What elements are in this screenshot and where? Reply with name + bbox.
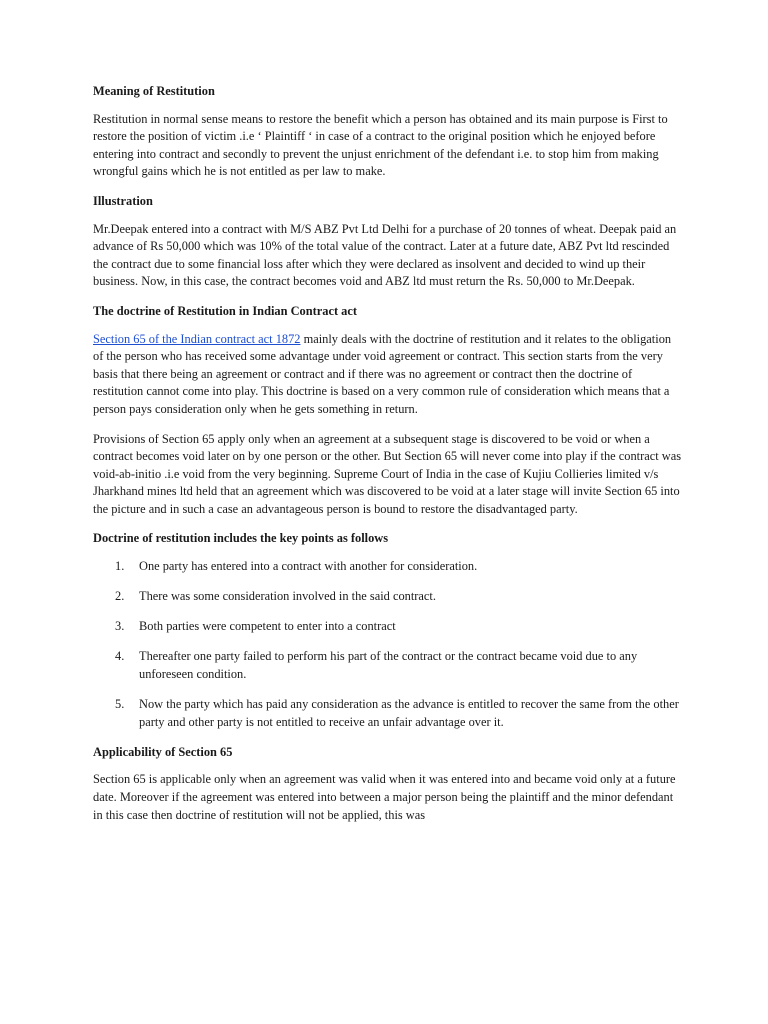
list-item-text: Both parties were competent to enter into a contract xyxy=(139,619,396,634)
list-item-number: 1. xyxy=(115,559,125,574)
list-item xyxy=(93,558,683,576)
list-item-text: One party has entered into a contract with another for consideration. xyxy=(139,559,478,574)
list-item-text: There was some consideration involved in the said contract. xyxy=(139,589,436,604)
heading-illustration: Illustration xyxy=(93,193,153,208)
heading-meaning-of-restitution: Meaning of Restitution xyxy=(93,84,215,98)
list-item-number: 5. xyxy=(115,697,125,712)
paragraph-applicability: Section 65 is applicable only when an agreement was valid when it was entered into and became void only at a future date. Moreover if the agreement was entered into between a major person being the plaintiff and the minor defendant in this case then doctrine of restitution will not be applied, this was xyxy=(93,772,676,822)
paragraph-doctrine-text: mainly deals with the doctrine of restitution and it relates to the obligation of the person who has received some advantage under void agreement or contract. This section starts from the very basis that there being an agreement or contract and if there was no agreement or contract then the doctrine of restitution cannot come into play. This doctrine is based on a very common rule of consideration which means that a person pays consideration only when he gets something in return. xyxy=(93,331,672,416)
key-points-list xyxy=(93,558,683,731)
list-item xyxy=(93,648,683,683)
list-item xyxy=(93,696,683,731)
list-item xyxy=(93,588,683,606)
heading-applicability-section-65: Applicability of Section 65 xyxy=(93,744,233,759)
list-item-number: 4. xyxy=(115,649,125,664)
heading-key-points: Doctrine of restitution includes the key points as follows xyxy=(93,531,389,546)
heading-doctrine-indian-contract-act: The doctrine of Restitution in Indian Contract act xyxy=(93,303,357,318)
list-item-number: 3. xyxy=(115,619,125,634)
list-item-number: 2. xyxy=(115,589,125,604)
paragraph-provisions-section-65: Provisions of Section 65 apply only when an agreement at a subsequent stage is discovered to be void or when a contract becomes void later on by one person or the other. But Section 65 will never come into play if the contract was void-ab-initio .i.e void from the very beginning. Supreme Court of India in the case of Kujiu Collieries limited v/s Jharkhand mines ltd held that an agreement which was discovered to be void at a later stage will invite Section 65 into the picture and in such a case an advantageous person is bound to restore the disadvantaged party. xyxy=(93,431,682,516)
paragraph-doctrine-section-65 xyxy=(93,331,683,419)
list-item-text: Thereafter one party failed to perform his part of the contract or the contract became void due to any unforeseen condition. xyxy=(139,649,638,681)
paragraph-meaning: Restitution in normal sense means to restore the benefit which a person has obtained and its main purpose is First to restore the position of victim .i.e ‘ Plaintiff ‘ in case of a contract to the original position which he enjoyed before entering into contract and secondly to prevent the unjust enrichment of the defendant i.e. to stop him from making wrongful gains which he is not entitled as per law to make. xyxy=(93,111,668,179)
document-page xyxy=(93,83,683,836)
paragraph-illustration: Mr.Deepak entered into a contract with M/S ABZ Pvt Ltd Delhi for a purchase of 20 tonnes of wheat. Deepak paid an advance of Rs 50,000 which was 10% of the total value of the contract. Later at a future date, ABZ Pvt ltd rescinded the contract due to some financial loss after which they were declared as insolvent and decided to wind up their business. Now, in this case, the contract becomes void and ABZ ltd must return the Rs. 50,000 to Mr.Deepak. xyxy=(93,221,677,289)
list-item xyxy=(93,618,683,636)
list-item-text: Now the party which has paid any consideration as the advance is entitled to recover the same from the other party and other party is not entitled to receive an unfair advantage over it. xyxy=(139,697,679,729)
section-65-link[interactable]: Section 65 of the Indian contract act 1872 xyxy=(93,331,301,346)
